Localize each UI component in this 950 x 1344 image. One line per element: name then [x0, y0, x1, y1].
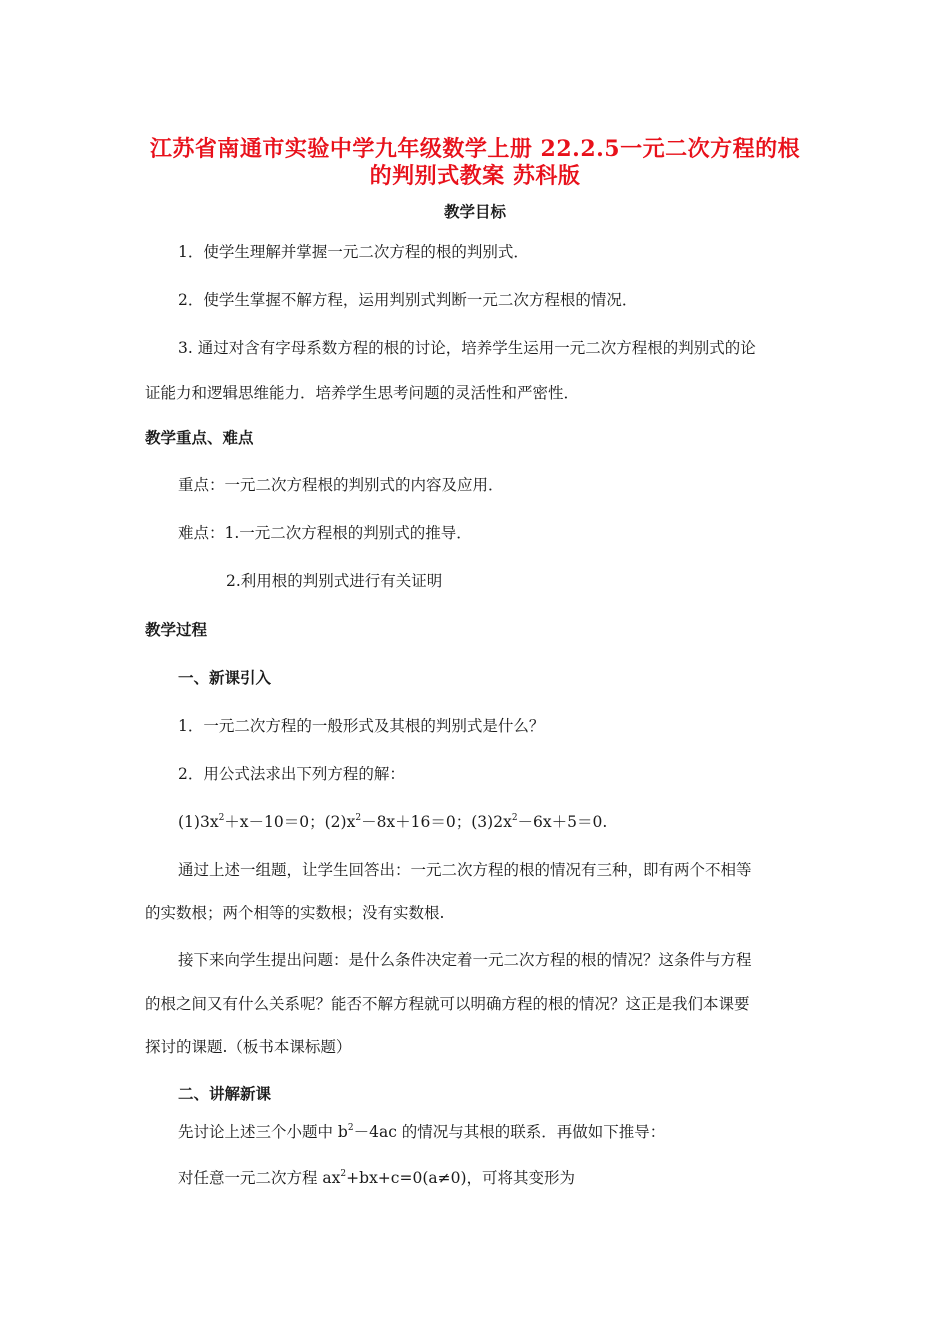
objective-item-2: 2．使学生掌握不解方程，运用判别式判断一元二次方程根的情况．	[178, 291, 638, 309]
section-2-line-2-end: +bx+c=0(a≠0)，可将其变形为	[346, 1169, 576, 1187]
paragraph-2-line-2: 的根之间又有什么关系呢？能否不解方程就可以明确方程的根的情况？这正是我们本课要	[145, 995, 750, 1013]
section-1-heading: 一、新课引入	[178, 668, 272, 687]
process-heading: 教学过程	[145, 620, 208, 639]
key-point-text: 重点：一元二次方程根的判别式的内容及应用．	[178, 476, 504, 494]
section-1-question-1: 1．一元二次方程的一般形式及其根的判别式是什么？	[178, 717, 545, 735]
equation-2-part: ＋x－10＝0；(2)x	[224, 813, 356, 831]
difficult-point-1: 难点：1.一元二次方程根的判别式的推导．	[178, 524, 472, 542]
equation-end-part: －6x＋5＝0.	[517, 813, 608, 831]
exponent-2: 2	[340, 1168, 347, 1179]
document-title-line-2: 的判别式教案 苏科版	[369, 163, 581, 189]
section-2-heading: 二、讲解新课	[178, 1084, 272, 1103]
equation-1-part: (1)3x	[178, 813, 219, 831]
equations-line	[178, 812, 607, 832]
key-points-heading: 教学重点、难点	[145, 428, 254, 447]
section-2-line-2	[178, 1168, 575, 1188]
exponent-2: 2	[511, 812, 518, 823]
section-2-line-1-start: 先讨论上述三个小题中 b	[178, 1123, 348, 1141]
equation-3-part: －8x＋16＝0；(3)2x	[361, 813, 512, 831]
section-2-line-2-start: 对任意一元二次方程 ax	[178, 1169, 341, 1187]
section-2-line-1-end: －4ac 的情况与其根的联系．再做如下推导：	[353, 1123, 666, 1141]
paragraph-1-line-2: 的实数根；两个相等的实数根；没有实数根.	[145, 904, 445, 922]
section-1-question-2: 2．用公式法求出下列方程的解：	[178, 765, 405, 783]
section-2-line-1	[178, 1122, 665, 1142]
objectives-heading: 教学目标	[443, 202, 506, 221]
paragraph-2-line-3: 探讨的课题.（板书本课标题）	[145, 1038, 352, 1056]
document-title-line-1: 江苏省南通市实验中学九年级数学上册 22.2.5一元二次方程的根	[149, 136, 801, 162]
objective-item-3-line-1: 3. 通过对含有字母系数方程的根的讨论，培养学生运用一元二次方程根的判别式的论	[178, 339, 756, 357]
exponent-2: 2	[218, 812, 225, 823]
paragraph-2-line-1: 接下来向学生提出问题：是什么条件决定着一元二次方程的根的情况？这条件与方程	[178, 951, 752, 969]
difficult-point-2: 2.利用根的判别式进行有关证明	[226, 572, 443, 590]
objective-item-3-line-2: 证能力和逻辑思维能力．培养学生思考问题的灵活性和严密性．	[145, 384, 580, 402]
objective-item-1: 1．使学生理解并掌握一元二次方程的根的判别式．	[178, 243, 529, 261]
exponent-2: 2	[347, 1122, 354, 1133]
exponent-2: 2	[355, 812, 362, 823]
paragraph-1-line-1: 通过上述一组题，让学生回答出：一元二次方程的根的情况有三种，即有两个不相等	[178, 861, 752, 879]
